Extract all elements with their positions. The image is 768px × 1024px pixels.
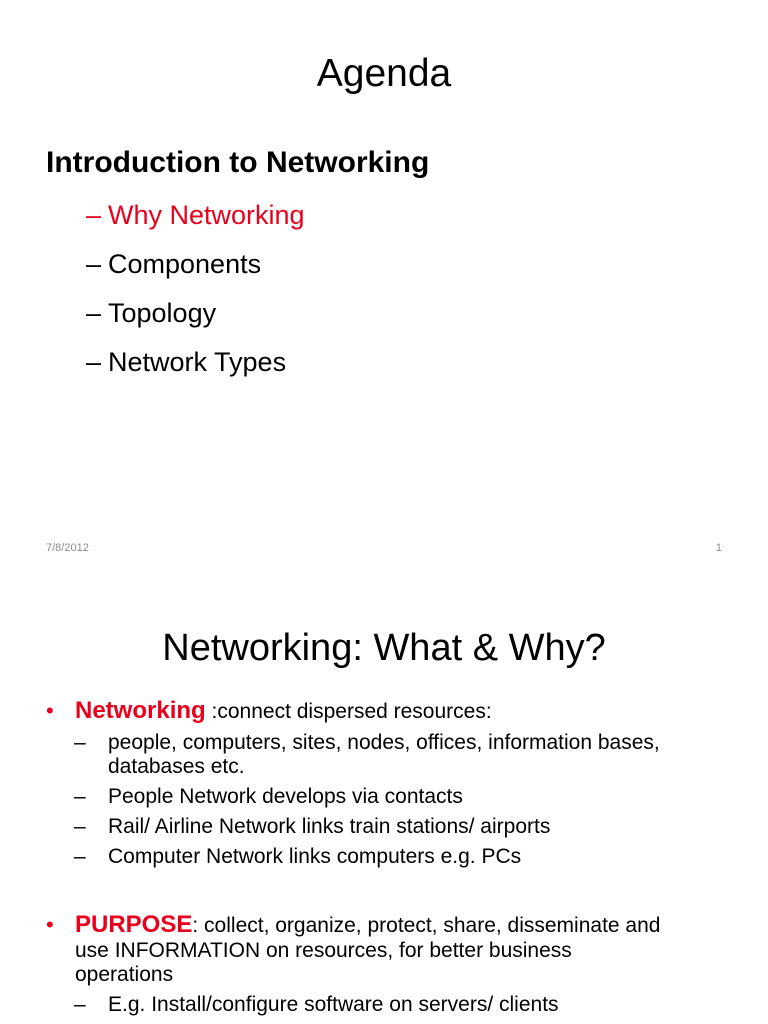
dash-glyph: – bbox=[74, 845, 86, 868]
sub-item-text: E.g. Install/configure software on servers/ clients bbox=[108, 993, 559, 1016]
agenda-item-label: Why Networking bbox=[108, 200, 305, 230]
dash-glyph: – bbox=[74, 815, 86, 838]
sub-item-text: people, computers, sites, nodes, offices, information bases, databases etc. bbox=[108, 731, 660, 778]
bullet-keyword: PURPOSE bbox=[75, 911, 193, 938]
bullet-purpose bbox=[46, 912, 736, 1017]
dash-glyph: – bbox=[86, 200, 102, 230]
bullet-networking bbox=[46, 698, 736, 869]
agenda-item-label: Network Types bbox=[108, 347, 287, 377]
sub-item-list bbox=[46, 993, 736, 1017]
bullet-keyword: Networking bbox=[75, 697, 206, 724]
agenda-item-label: Topology bbox=[108, 298, 217, 328]
dash-glyph: – bbox=[86, 347, 102, 377]
sub-item-text: Rail/ Airline Network links train stations/ airports bbox=[108, 815, 551, 838]
sub-item-text: Computer Network links computers e.g. PCs bbox=[108, 845, 522, 868]
bullet-text-continued: operations bbox=[75, 963, 174, 986]
bullet-line bbox=[46, 912, 736, 939]
slide-number: 1 bbox=[715, 542, 722, 554]
sub-item bbox=[74, 731, 736, 779]
dash-glyph: – bbox=[86, 298, 102, 328]
agenda-item-components bbox=[86, 245, 305, 294]
bullet-line bbox=[46, 698, 736, 725]
slide-date: 7/8/2012 bbox=[46, 542, 89, 554]
section-heading: Introduction to Networking bbox=[46, 146, 430, 179]
sub-item-list bbox=[46, 731, 736, 869]
agenda-item-topology bbox=[86, 294, 305, 343]
bullet-text: collect, organize, protect, share, disseminate and bbox=[198, 914, 661, 937]
slide-networking-what-why bbox=[0, 576, 768, 1024]
agenda-item-why-networking bbox=[86, 196, 305, 245]
sub-item-text: People Network develops via contacts bbox=[108, 785, 463, 808]
sub-item bbox=[74, 993, 736, 1017]
dash-glyph: – bbox=[86, 249, 102, 279]
bullet-separator: : bbox=[205, 700, 218, 723]
bullet-dot-icon: • bbox=[46, 698, 54, 723]
dash-glyph: – bbox=[74, 731, 86, 754]
bullet-dot-icon: • bbox=[46, 912, 54, 937]
bullet-text-continued: use INFORMATION on resources, for better business bbox=[75, 939, 572, 962]
sub-item bbox=[74, 845, 736, 869]
sub-item bbox=[74, 815, 736, 839]
slide-title: Agenda bbox=[316, 52, 452, 95]
dash-glyph: – bbox=[74, 993, 86, 1016]
bullet-separator: : bbox=[192, 914, 199, 937]
sub-item bbox=[74, 785, 736, 809]
agenda-item-label: Components bbox=[108, 249, 262, 279]
bullet-text: connect dispersed resources: bbox=[217, 700, 492, 723]
agenda-item-network-types bbox=[86, 343, 305, 392]
dash-glyph: – bbox=[74, 785, 86, 808]
agenda-list bbox=[86, 196, 305, 392]
slide-title: Networking: What & Why? bbox=[162, 627, 606, 669]
